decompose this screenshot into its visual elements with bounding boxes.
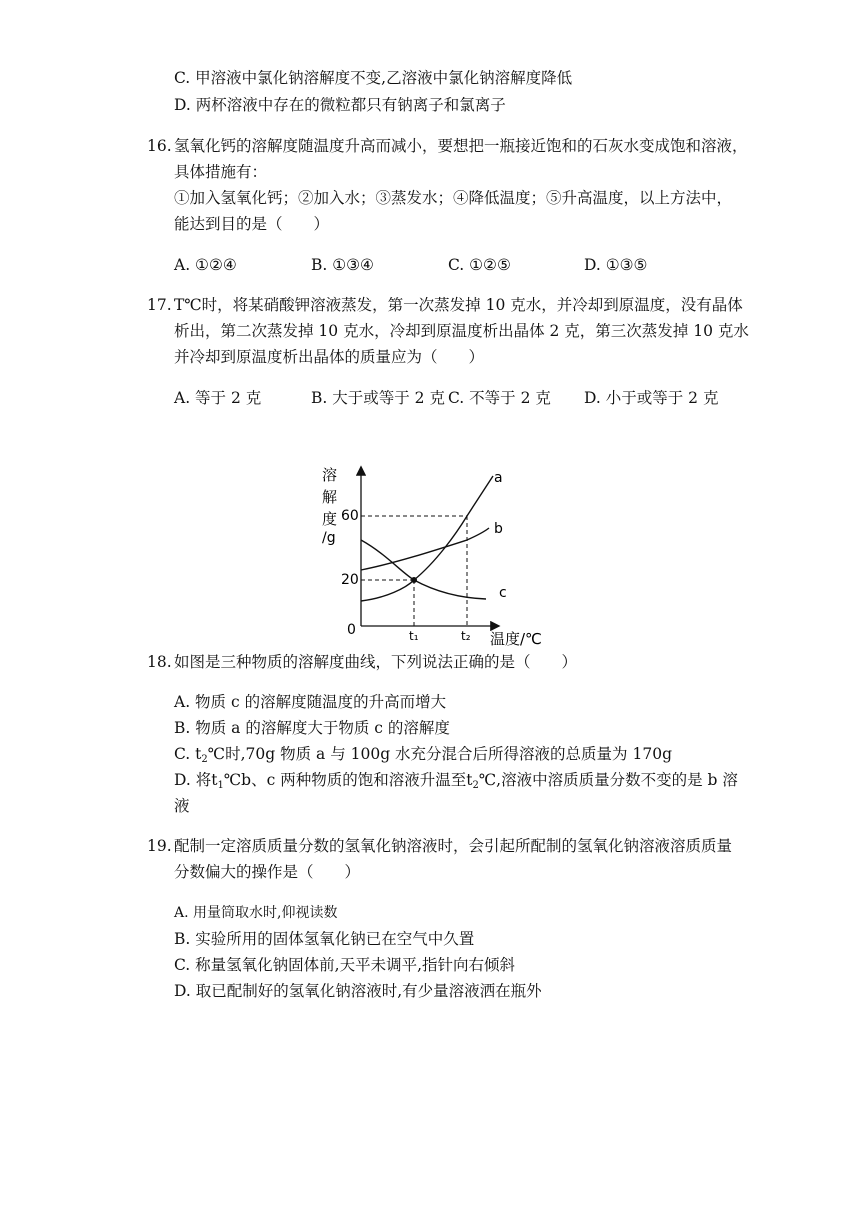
q19-number: 19.	[147, 837, 172, 855]
q16-number: 16.	[147, 137, 172, 155]
y-axis-label-char: /g	[322, 530, 336, 546]
q16-option-c: C. ①②⑤	[448, 256, 511, 274]
q18-option-d-post: ℃,溶液中溶质质量分数不变的是 b 溶	[478, 771, 738, 789]
series-label-a: a	[494, 470, 503, 486]
q18-option-c-sub: 2	[201, 754, 208, 765]
curve-a	[361, 476, 493, 601]
y-axis-label-char: 溶	[322, 466, 338, 484]
q16-stem-line1: 氢氧化钙的溶解度随温度升高而减小，要想把一瓶接近饱和的石灰水变成饱和溶液，	[174, 137, 748, 155]
q17-option-b: B. 大于或等于 2 克	[311, 389, 445, 407]
y-axis-label-char: 度	[322, 510, 338, 528]
q18-option-c	[174, 743, 672, 765]
q18-option-d-sub1: 1	[217, 780, 224, 791]
x-axis-label: 温度/℃	[490, 630, 542, 648]
q18-option-c-pre: C. t	[174, 745, 202, 763]
q16-stem-line2: 具体措施有：	[174, 163, 268, 181]
q17-option-a: A. 等于 2 克	[174, 389, 262, 407]
x-tick-label-t2: t₂	[461, 629, 471, 643]
y-tick-label-20: 20	[341, 572, 359, 588]
q19-option-d: D. 取已配制好的氢氧化钠溶液时,有少量溶液洒在瓶外	[174, 982, 542, 1000]
series-label-b: b	[494, 521, 503, 537]
curve-c	[361, 540, 486, 599]
q18-option-d-mid: ℃b、c 两种物质的饱和溶液升温至t	[223, 771, 473, 789]
q16-stem-line4: 能达到目的是（ ）	[174, 215, 330, 233]
q17-stem-line2: 析出，第二次蒸发掉 10 克水，冷却到原温度析出晶体 2 克，第三次蒸发掉 10 克水	[174, 322, 749, 340]
q18-stem: 如图是三种物质的溶解度曲线，下列说法正确的是（ ）	[174, 653, 578, 671]
q15-option-d: D. 两杯溶液中存在的微粒都只有钠离子和氯离子	[174, 96, 506, 114]
q18-option-b: B. 物质 a 的溶解度大于物质 c 的溶解度	[174, 719, 450, 737]
q18-option-d-line2: 液	[174, 797, 190, 815]
q18-option-d-pre: D. 将t	[174, 771, 218, 789]
q18-number: 18.	[147, 653, 172, 671]
q18-option-c-post: ℃时,70g 物质 a 与 100g 水充分混合后所得溶液的总质量为 170g	[207, 745, 672, 763]
solubility-chart	[316, 462, 546, 648]
q16-stem-line3: ①加入氢氧化钙；②加入水；③蒸发水；④降低温度；⑤升高温度，以上方法中，	[174, 189, 733, 207]
q17-number: 17.	[147, 296, 172, 314]
q18-option-d	[174, 769, 738, 791]
q17-option-d: D. 小于或等于 2 克	[584, 389, 719, 407]
q19-option-c: C. 称量氢氧化钠固体前,天平未调平,指针向右倾斜	[174, 956, 516, 974]
q17-option-c: C. 不等于 2 克	[448, 389, 551, 407]
y-axis-label-char: 解	[322, 488, 338, 506]
q16-option-b: B. ①③④	[311, 256, 374, 274]
curve-b	[361, 528, 489, 570]
q15-option-c: C. 甲溶液中氯化钠溶解度不变,乙溶液中氯化钠溶解度降低	[174, 69, 573, 87]
series-label-c: c	[499, 585, 507, 601]
intersection-point	[411, 577, 417, 583]
q18-option-d-sub2: 2	[472, 780, 479, 791]
q17-stem-line1: T℃时，将某硝酸钾溶液蒸发，第一次蒸发掉 10 克水，并冷却到原温度，没有晶体	[174, 296, 743, 314]
y-tick-label-60: 60	[341, 508, 359, 524]
q16-option-d: D. ①③⑤	[584, 256, 648, 274]
q19-stem-line2: 分数偏大的操作是（ ）	[174, 863, 361, 881]
q19-stem-line1: 配制一定溶质质量分数的氢氧化钠溶液时，会引起所配制的氢氧化钠溶液溶质质量	[174, 837, 733, 855]
origin-label: 0	[347, 622, 356, 638]
q17-stem-line3: 并冷却到原温度析出晶体的质量应为（ ）	[174, 348, 485, 366]
q19-option-a: A. 用量筒取水时,仰视读数	[174, 905, 338, 921]
q19-option-b: B. 实验所用的固体氢氧化钠已在空气中久置	[174, 930, 475, 948]
x-tick-label-t1: t₁	[409, 629, 419, 643]
q18-option-a: A. 物质 c 的溶解度随温度的升高而增大	[174, 693, 447, 711]
q16-option-a: A. ①②④	[174, 256, 237, 274]
